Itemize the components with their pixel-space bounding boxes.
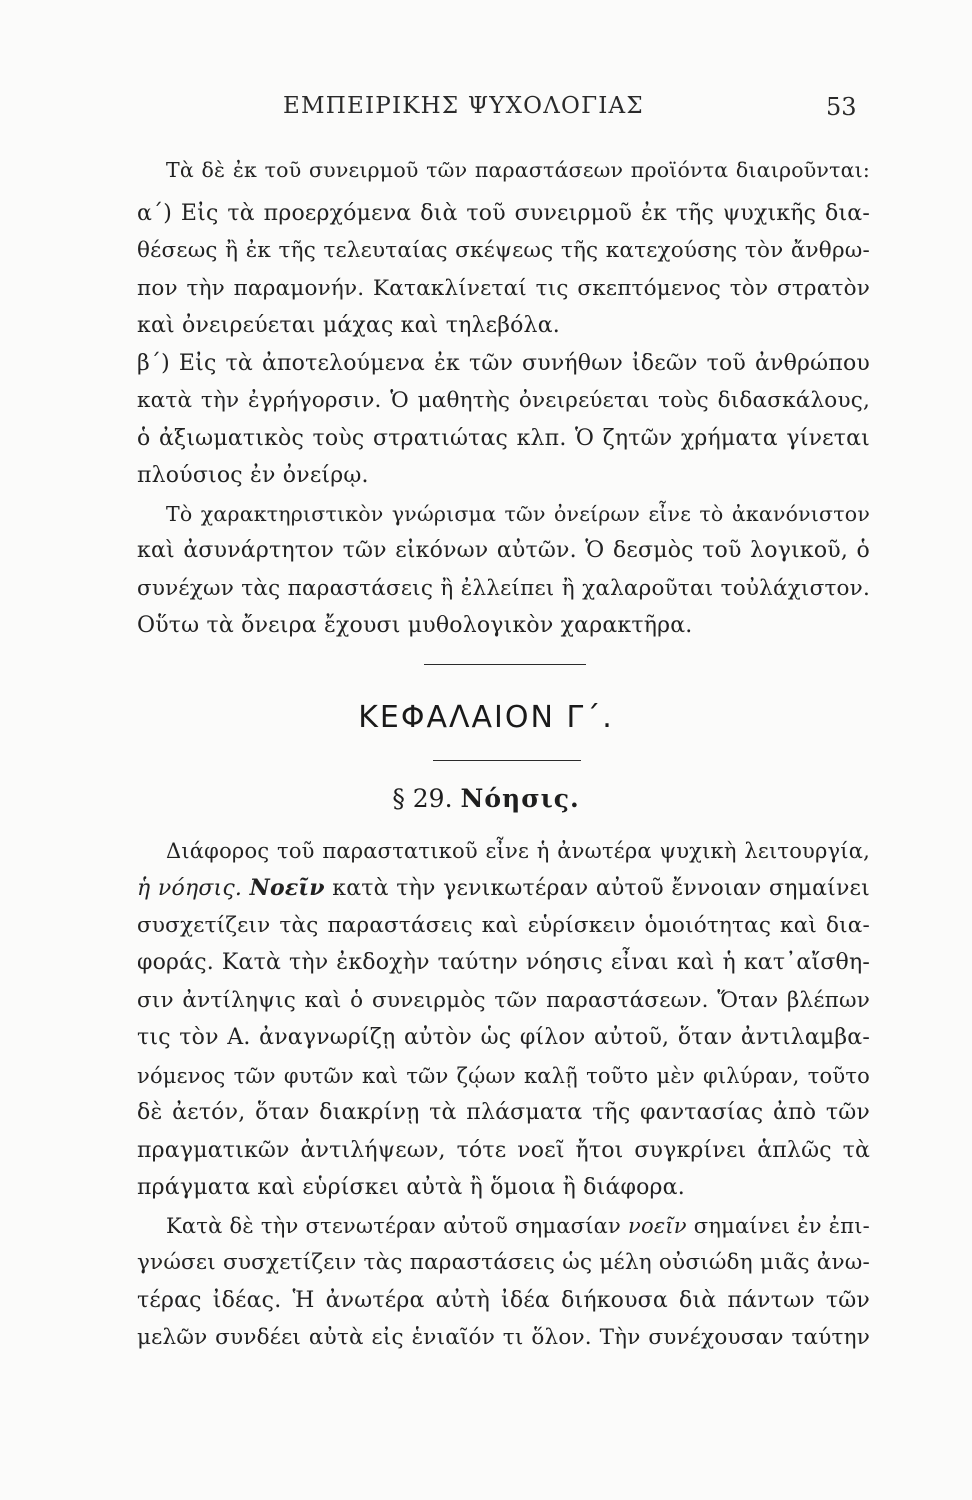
text-line: [137, 869, 870, 907]
text-line: δὲ ἀετόν, ὅταν διακρίνῃ τὰ πλάσματα τῆς φαντασίας ἀπὸ τῶν: [137, 1100, 870, 1125]
page-number: 53: [826, 93, 857, 121]
text-line: συνέχων τὰς παραστάσεις ἢ ἐλλείπει ἢ χαλαροῦται τοὐλάχιστον.: [137, 576, 870, 601]
text-line: ὁ ἀξιωματικὸς τοὺς στρατιώτας κλπ. Ὁ ζητῶν χρήματα γίνεται: [137, 426, 870, 451]
text-line: πραγματικῶν ἀντιλήψεων, τότε νοεῖ ἤτοι συγκρίνει ἁπλῶς τὰ: [137, 1138, 870, 1163]
term-noein: Νοεῖν: [249, 875, 325, 901]
term-noein-italic: νοεῖν: [628, 1214, 687, 1238]
line-start: Κατὰ δὲ τὴν στενωτέραν αὐτοῦ σημασίαν: [166, 1214, 621, 1238]
text-line: μελῶν συνδέει αὐτὰ εἰς ἑνιαῖόν τι ὅλον. Τὴν συνέχουσαν ταύτην: [137, 1325, 870, 1350]
section-heading: [0, 784, 972, 813]
chapter-title: ΚΕΦΑΛΑΙΟΝ Γ΄.: [358, 700, 614, 735]
text-line: γνώσει συσχετίζειν τὰς παραστάσεις ὡς μέλη οὐσιώδη μιᾶς ἀνω-: [137, 1250, 870, 1275]
text-line: θέσεως ἢ ἐκ τῆς τελευταίας σκέψεως τῆς κατεχούσης τὸν ἄνθρω-: [137, 238, 870, 263]
text-line: Οὕτω τὰ ὄνειρα ἔχουσι μυθολογικὸν χαρακτῆρα.: [137, 613, 693, 638]
text-line: συσχετίζειν τὰς παραστάσεις καὶ εὑρίσκειν ὁμοιότητας καὶ δια-: [137, 913, 870, 938]
text-line: νόμενος τῶν φυτῶν καὶ τῶν ζῴων καλῇ τοῦτο μὲν φιλύραν, τοῦτο: [137, 1064, 870, 1088]
text-line: Τὸ χαρακτηριστικὸν γνώρισμα τῶν ὀνείρων εἶνε τὸ ἀκανόνιστον: [166, 502, 870, 526]
divider-rule: [424, 664, 586, 665]
text-line: καὶ ὀνειρεύεται μάχας καὶ τηλεβόλα.: [137, 313, 560, 338]
running-header: [0, 93, 972, 123]
section-number: § 29.: [392, 784, 453, 813]
text-line: κατὰ τὴν ἐγρήγορσιν. Ὁ μαθητὴς ὀνειρεύεται τοὺς διδασκάλους,: [137, 388, 870, 413]
text-line: πλούσιος ἐν ὀνείρῳ.: [137, 463, 369, 488]
text-line: φοράς. Κατὰ τὴν ἐκδοχὴν ταύτην νόησις εἶναι καὶ ἡ κατ᾽αἴσθη-: [137, 950, 870, 975]
text-line: Διάφορος τοῦ παραστατικοῦ εἶνε ἡ ἀνωτέρα ψυχικὴ λειτουργία,: [166, 839, 870, 863]
text-line: β΄) Εἰς τὰ ἀποτελούμενα ἐκ τῶν συνήθων ἰδεῶν τοῦ ἀνθρώπου: [137, 351, 870, 376]
text-line: πον τὴν παραμονήν. Κατακλίνεταί τις σκεπτόμενος τὸν στρατὸν: [137, 276, 870, 301]
section-name: Νόησις.: [460, 784, 580, 813]
text-line: τέρας ἰδέας. Ἡ ἀνωτέρα αὐτὴ ἰδέα διήκουσα διὰ πάντων τῶν: [137, 1288, 870, 1313]
text-line: Τὰ δὲ ἐκ τοῦ συνειρμοῦ τῶν παραστάσεων προϊόντα διαιροῦνται:: [166, 158, 870, 182]
line-rest: σημαίνει ἐν ἐπι-: [693, 1214, 870, 1238]
text-line: [166, 1207, 870, 1245]
text-line: τις τὸν Α. ἀναγνωρίζῃ αὐτὸν ὡς φίλον αὐτοῦ, ὅταν ἀντιλαμβα-: [137, 1025, 870, 1050]
running-title: ΕΜΠΕΙΡΙΚΗΣ ΨΥΧΟΛΟΓΙΑΣ: [283, 93, 644, 119]
text-line: καὶ ἀσυνάρτητον τῶν εἰκόνων αὐτῶν. Ὁ δεσμὸς τοῦ λογικοῦ, ὁ: [137, 538, 870, 563]
text-line: σιν ἀντίληψις καὶ ὁ συνειρμὸς τῶν παραστάσεων. Ὅταν βλέπων: [137, 988, 870, 1013]
text-line: πράγματα καὶ εὑρίσκει αὐτὰ ἢ ὅμοια ἢ διάφορα.: [137, 1175, 685, 1200]
term-noesis: ἡ νόησις.: [137, 876, 243, 901]
line-rest: κατὰ τὴν γενικωτέραν αὐτοῦ ἔννοιαν σημαίνει: [332, 876, 870, 901]
divider-rule: [433, 760, 581, 761]
text-line: α΄) Εἰς τὰ προερχόμενα διὰ τοῦ συνειρμοῦ ἐκ τῆς ψυχικῆς δια-: [137, 201, 870, 226]
